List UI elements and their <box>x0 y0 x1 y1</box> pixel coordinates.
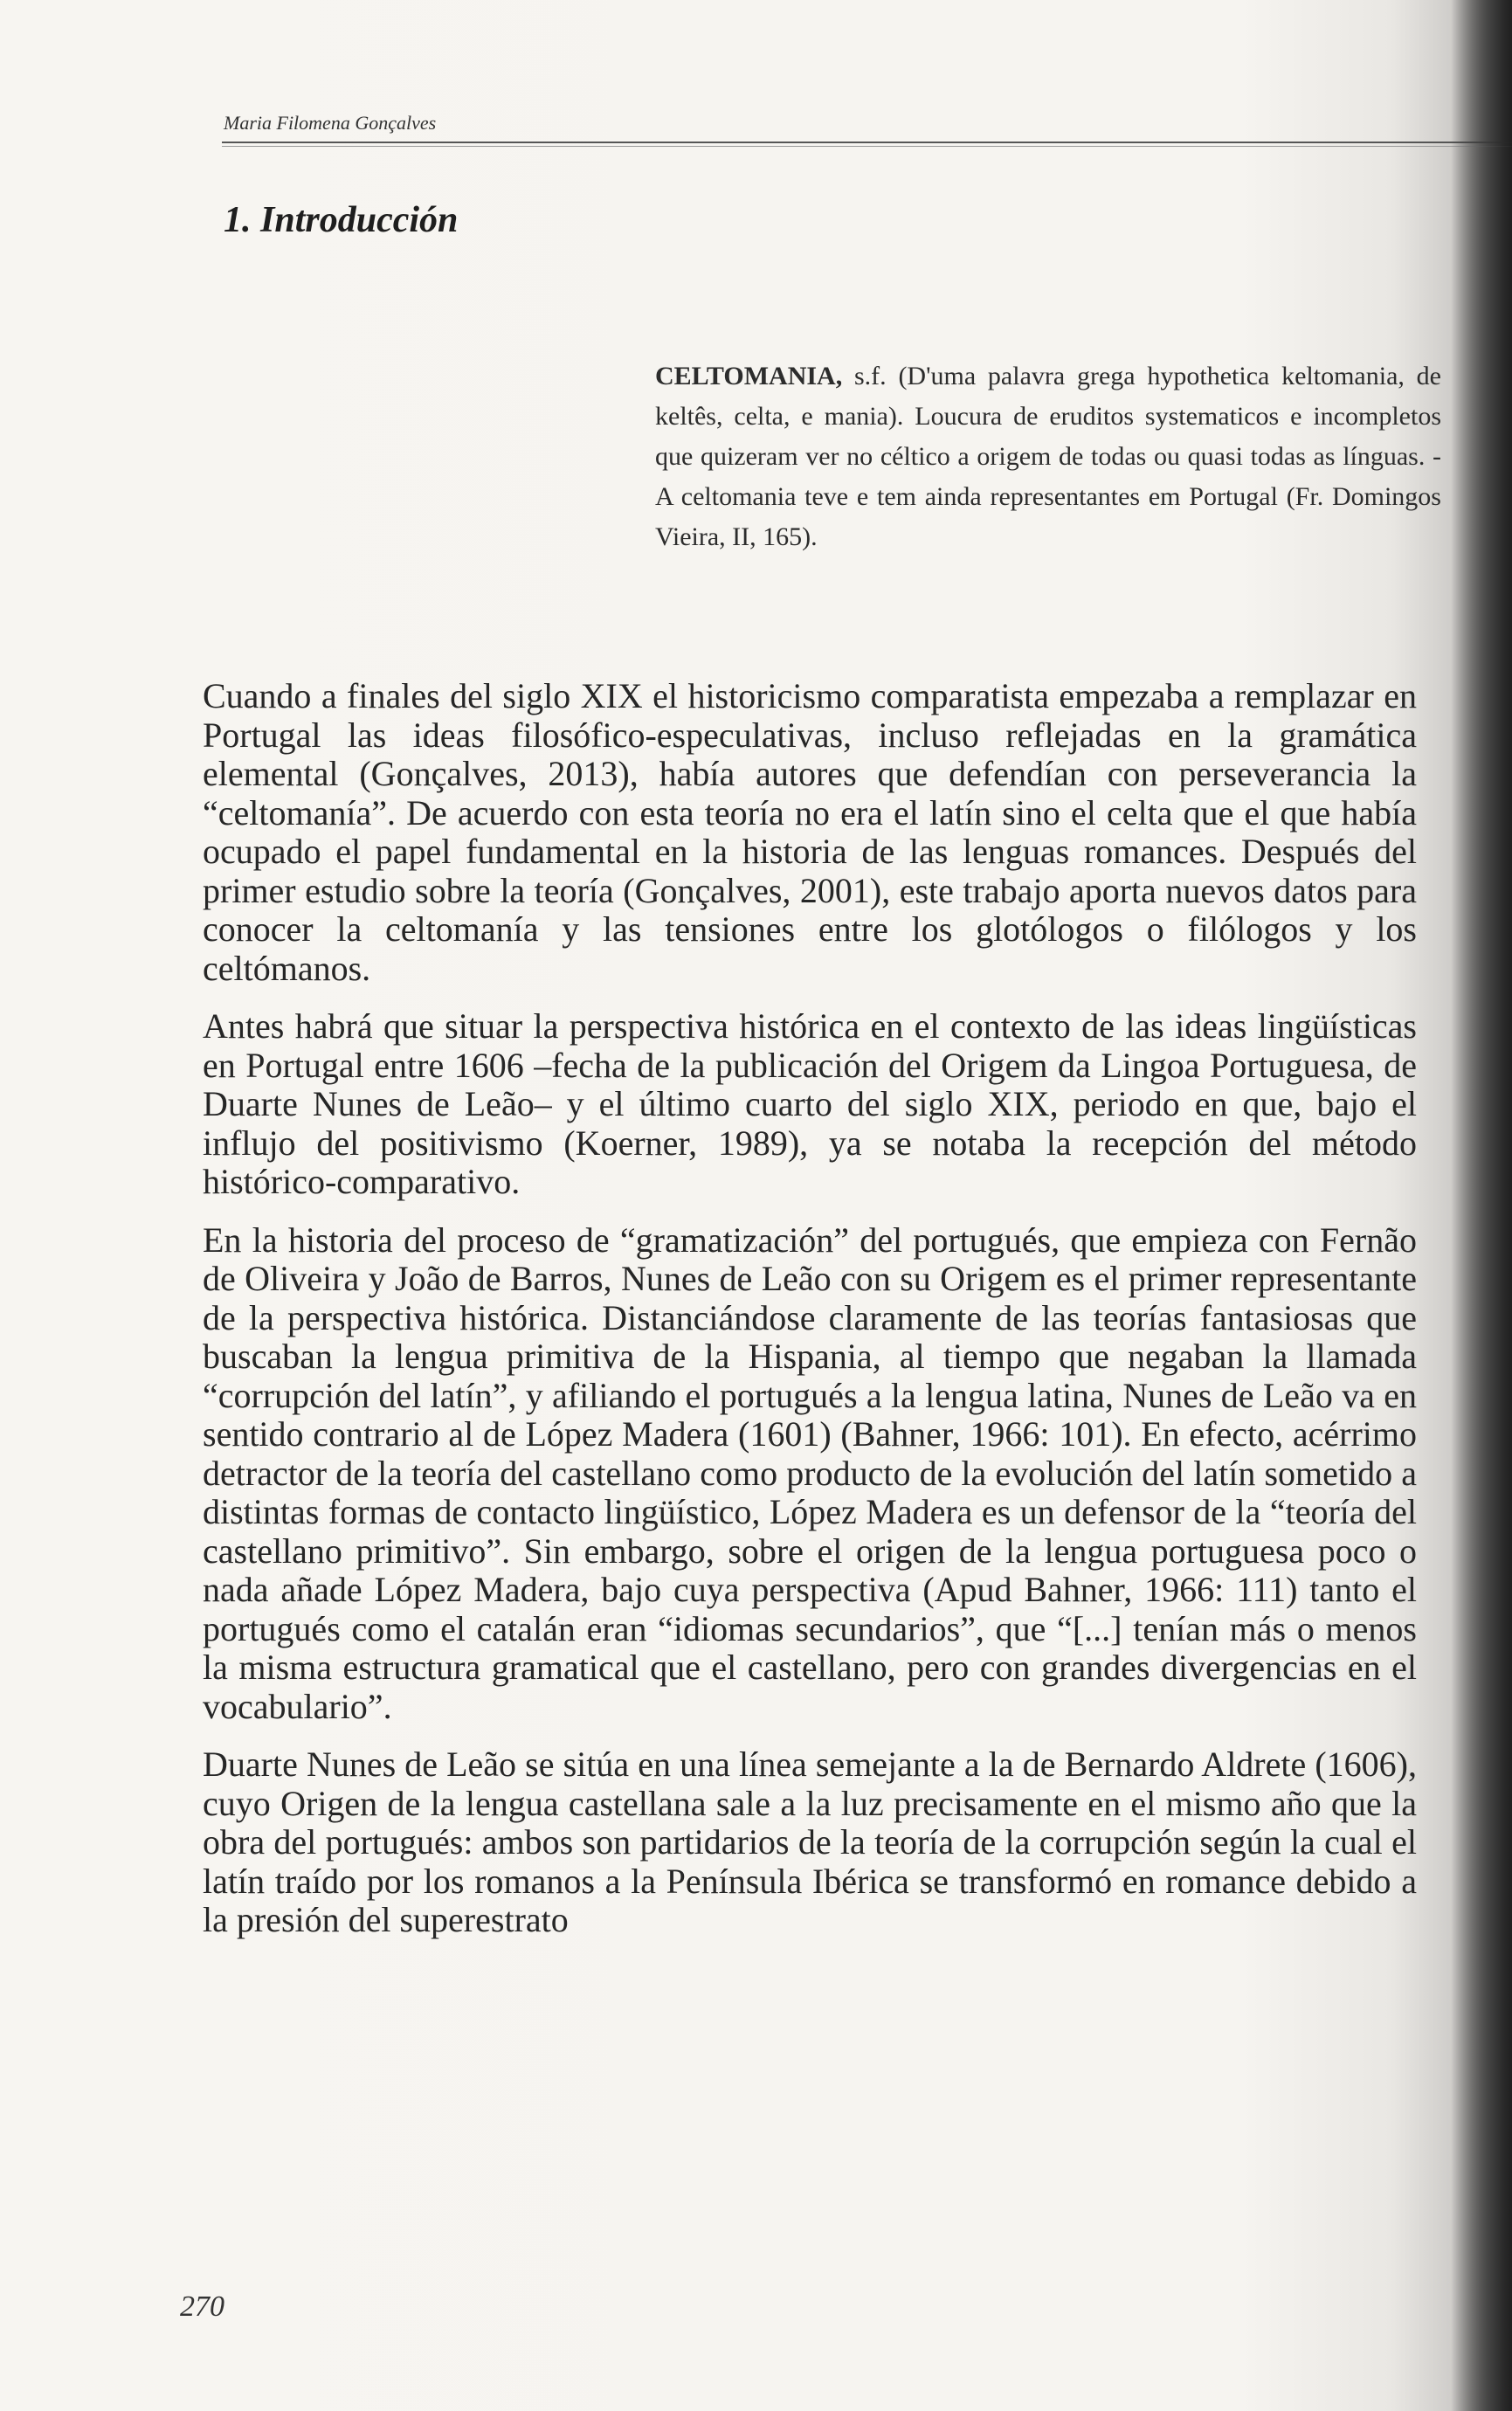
body-text <box>203 677 1417 1940</box>
header-rule-thin <box>222 146 1512 147</box>
paragraph: Duarte Nunes de Leão se sitúa en una línea semejante a la de Bernardo Aldrete (1606), cuyo Origen de la lengua castellana sale a la luz precisamente en el mismo año que la obra del portugués: ambos son partidarios de la teoría de la corrupción según la cual el latín traído por los romanos a la Península Ibérica se transformó en romance debido a la presión del superestrato <box>203 1744 1417 1939</box>
header-rule <box>222 142 1512 143</box>
section-title: 1. Introducción <box>224 200 459 240</box>
epigraph-lemma: CELTOMANIA, <box>655 362 843 390</box>
epigraph-definition: s.f. (D'uma palavra grega hypothetica keltomania, de keltês, celta, e mania). Loucura de eruditos systematicos e incompletos que quizeram ver no céltico a origem de todas ou quasi todas as línguas. - A celtomania teve e tem ainda representantes em Portugal (Fr. Domingos Vieira, II, 165). <box>655 362 1441 551</box>
binding-shadow <box>1451 0 1512 2411</box>
running-head: Maria Filomena Gonçalves <box>224 112 437 134</box>
paragraph: Cuando a finales del siglo XIX el historicismo comparatista empezaba a remplazar en Portugal las ideas filosófico-especulativas, incluso reflejadas en la gramática elemental (Gonçalves, 2013), había autores que defendían con perseverancia la “celtomanía”. De acuerdo con esta teoría no era el latín sino el celta que el que había ocupado el papel fundamental en la historia de las lenguas romances. Después del primer estudio sobre la teoría (Gonçalves, 2001), este trabajo aporta nuevos datos para conocer la celtomanía y las tensiones entre los glotólogos o filólogos y los celtómanos. <box>203 676 1417 988</box>
epigraph <box>655 356 1441 557</box>
paragraph: En la historia del proceso de “gramatización” del portugués, que empieza con Fernão de Oliveira y João de Barros, Nunes de Leão con su Origem es el primer representante de la perspectiva histórica. Distanciándose claramente de las teorías fantasiosas que buscaban la lengua primitiva de la Hispania, al tiempo que negaban la llamada “corrupción del latín”, y afiliando el portugués a la lengua latina, Nunes de Leão va en sentido contrario al de López Madera (1601) (Bahner, 1966: 101). En efecto, acérrimo detractor de la teoría del castellano como producto de la evolución del latín sometido a distintas formas de contacto lingüístico, López Madera es un defensor de la “teoría del castellano primitivo”. Sin embargo, sobre el origen de la lengua portuguesa poco o nada añade López Madera, bajo cuya perspectiva (Apud Bahner, 1966: 111) tanto el portugués como el catalán eran “idiomas secundarios”, que “[...] tenían más o menos la misma estructura gramatical que el castellano, pero con grandes divergencias en el vocabulario”. <box>203 1219 1417 1726</box>
page-number: 270 <box>180 2290 224 2323</box>
paragraph: Antes habrá que situar la perspectiva histórica en el contexto de las ideas lingüísticas en Portugal entre 1606 –fecha de la publicación del Origem da Lingoa Portuguesa, de Duarte Nunes de Leão– y el último cuarto del siglo XIX, periodo en que, bajo el influjo del positivismo (Koerner, 1989), ya se notaba la recepción del método histórico-comparativo. <box>203 1006 1417 1201</box>
